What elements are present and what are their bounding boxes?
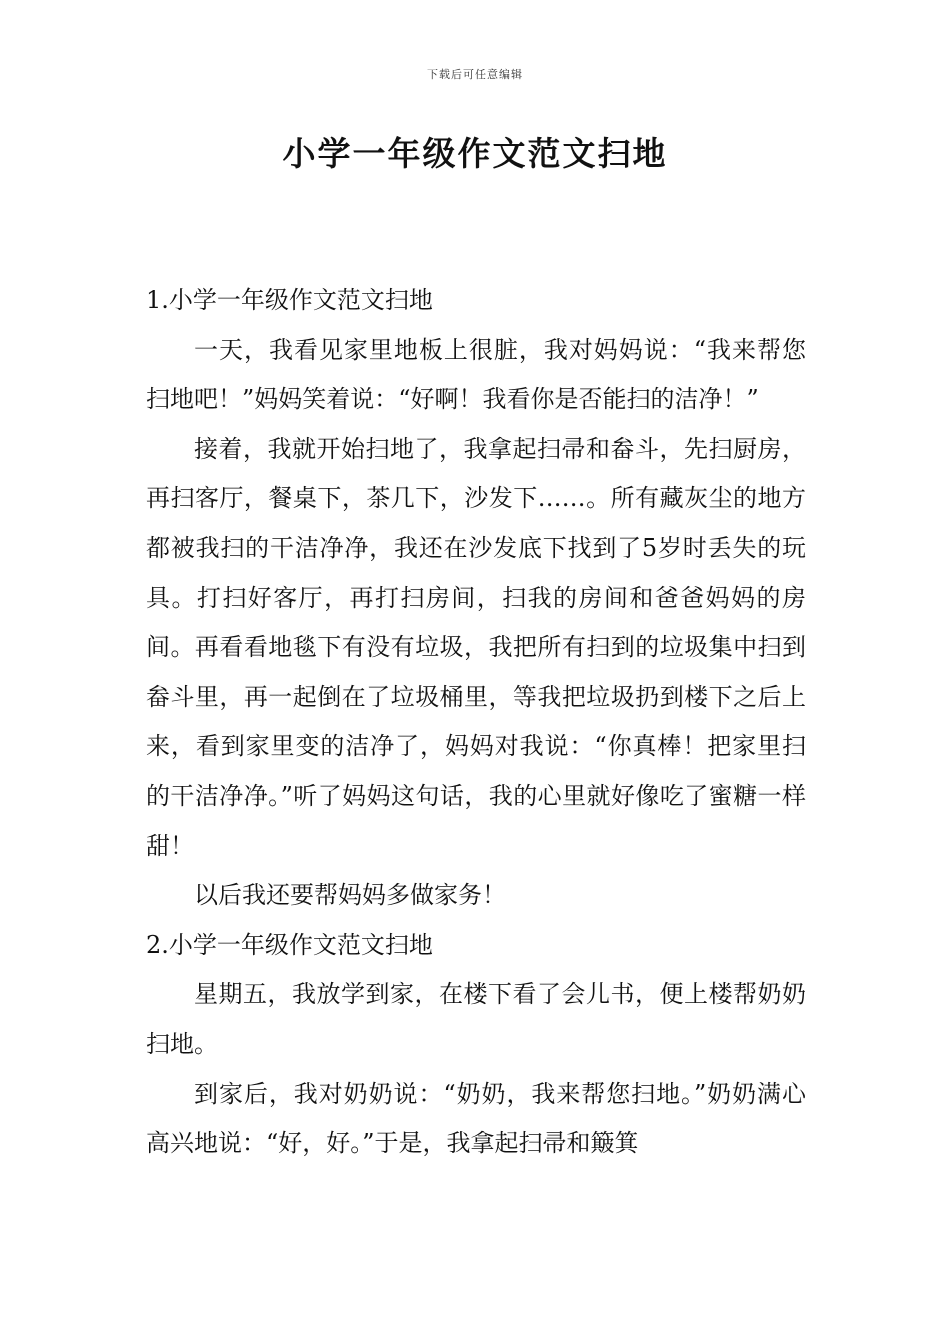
document-title: 小学一年级作文范文扫地 [282,134,668,173]
header-note: 下载后可任意编辑 [427,68,523,81]
paragraph: 星期五，我放学到家，在楼下看了会儿书，便上楼帮奶奶扫地。 [146,980,806,1058]
section-heading: 1.小学一年级作文范文扫地 [146,286,433,314]
paragraph: 接着，我就开始扫地了，我拿起扫帚和畚斗，先扫厨房，再扫客厅，餐桌下，茶几下，沙发下……。所有藏灰尘的地方都被我扫的干洁净净，我还在沙发底下找到了5岁时丢失的玩具。打扫好客厅，再打扫房间，扫我的房间和爸爸妈妈的房间。再看看地毯下有没有垃圾，我把所有扫到的垃圾集中扫到畚斗里，再一起倒在了垃圾桶里，等我把垃圾扔到楼下之后上来，看到家里变的洁净了，妈妈对我说：“你真棒！把家里扫的干洁净净。”听了妈妈这句话，我的心里就好像吃了蜜糖一样甜！ [146,434,806,860]
document-body [146,276,806,1169]
paragraph: 到家后，我对奶奶说：“奶奶，我来帮您扫地。”奶奶满心高兴地说：“好，好。”于是，我拿起扫帚和簸箕 [146,1079,806,1158]
paragraph: 一天，我看见家里地板上很脏，我对妈妈说：“我来帮您扫地吧！”妈妈笑着说：“好啊！我看你是否能扫的洁净！” [146,335,806,414]
section-heading: 2.小学一年级作文范文扫地 [146,930,433,959]
paragraph: 以后我还要帮妈妈多做家务！ [194,881,506,910]
